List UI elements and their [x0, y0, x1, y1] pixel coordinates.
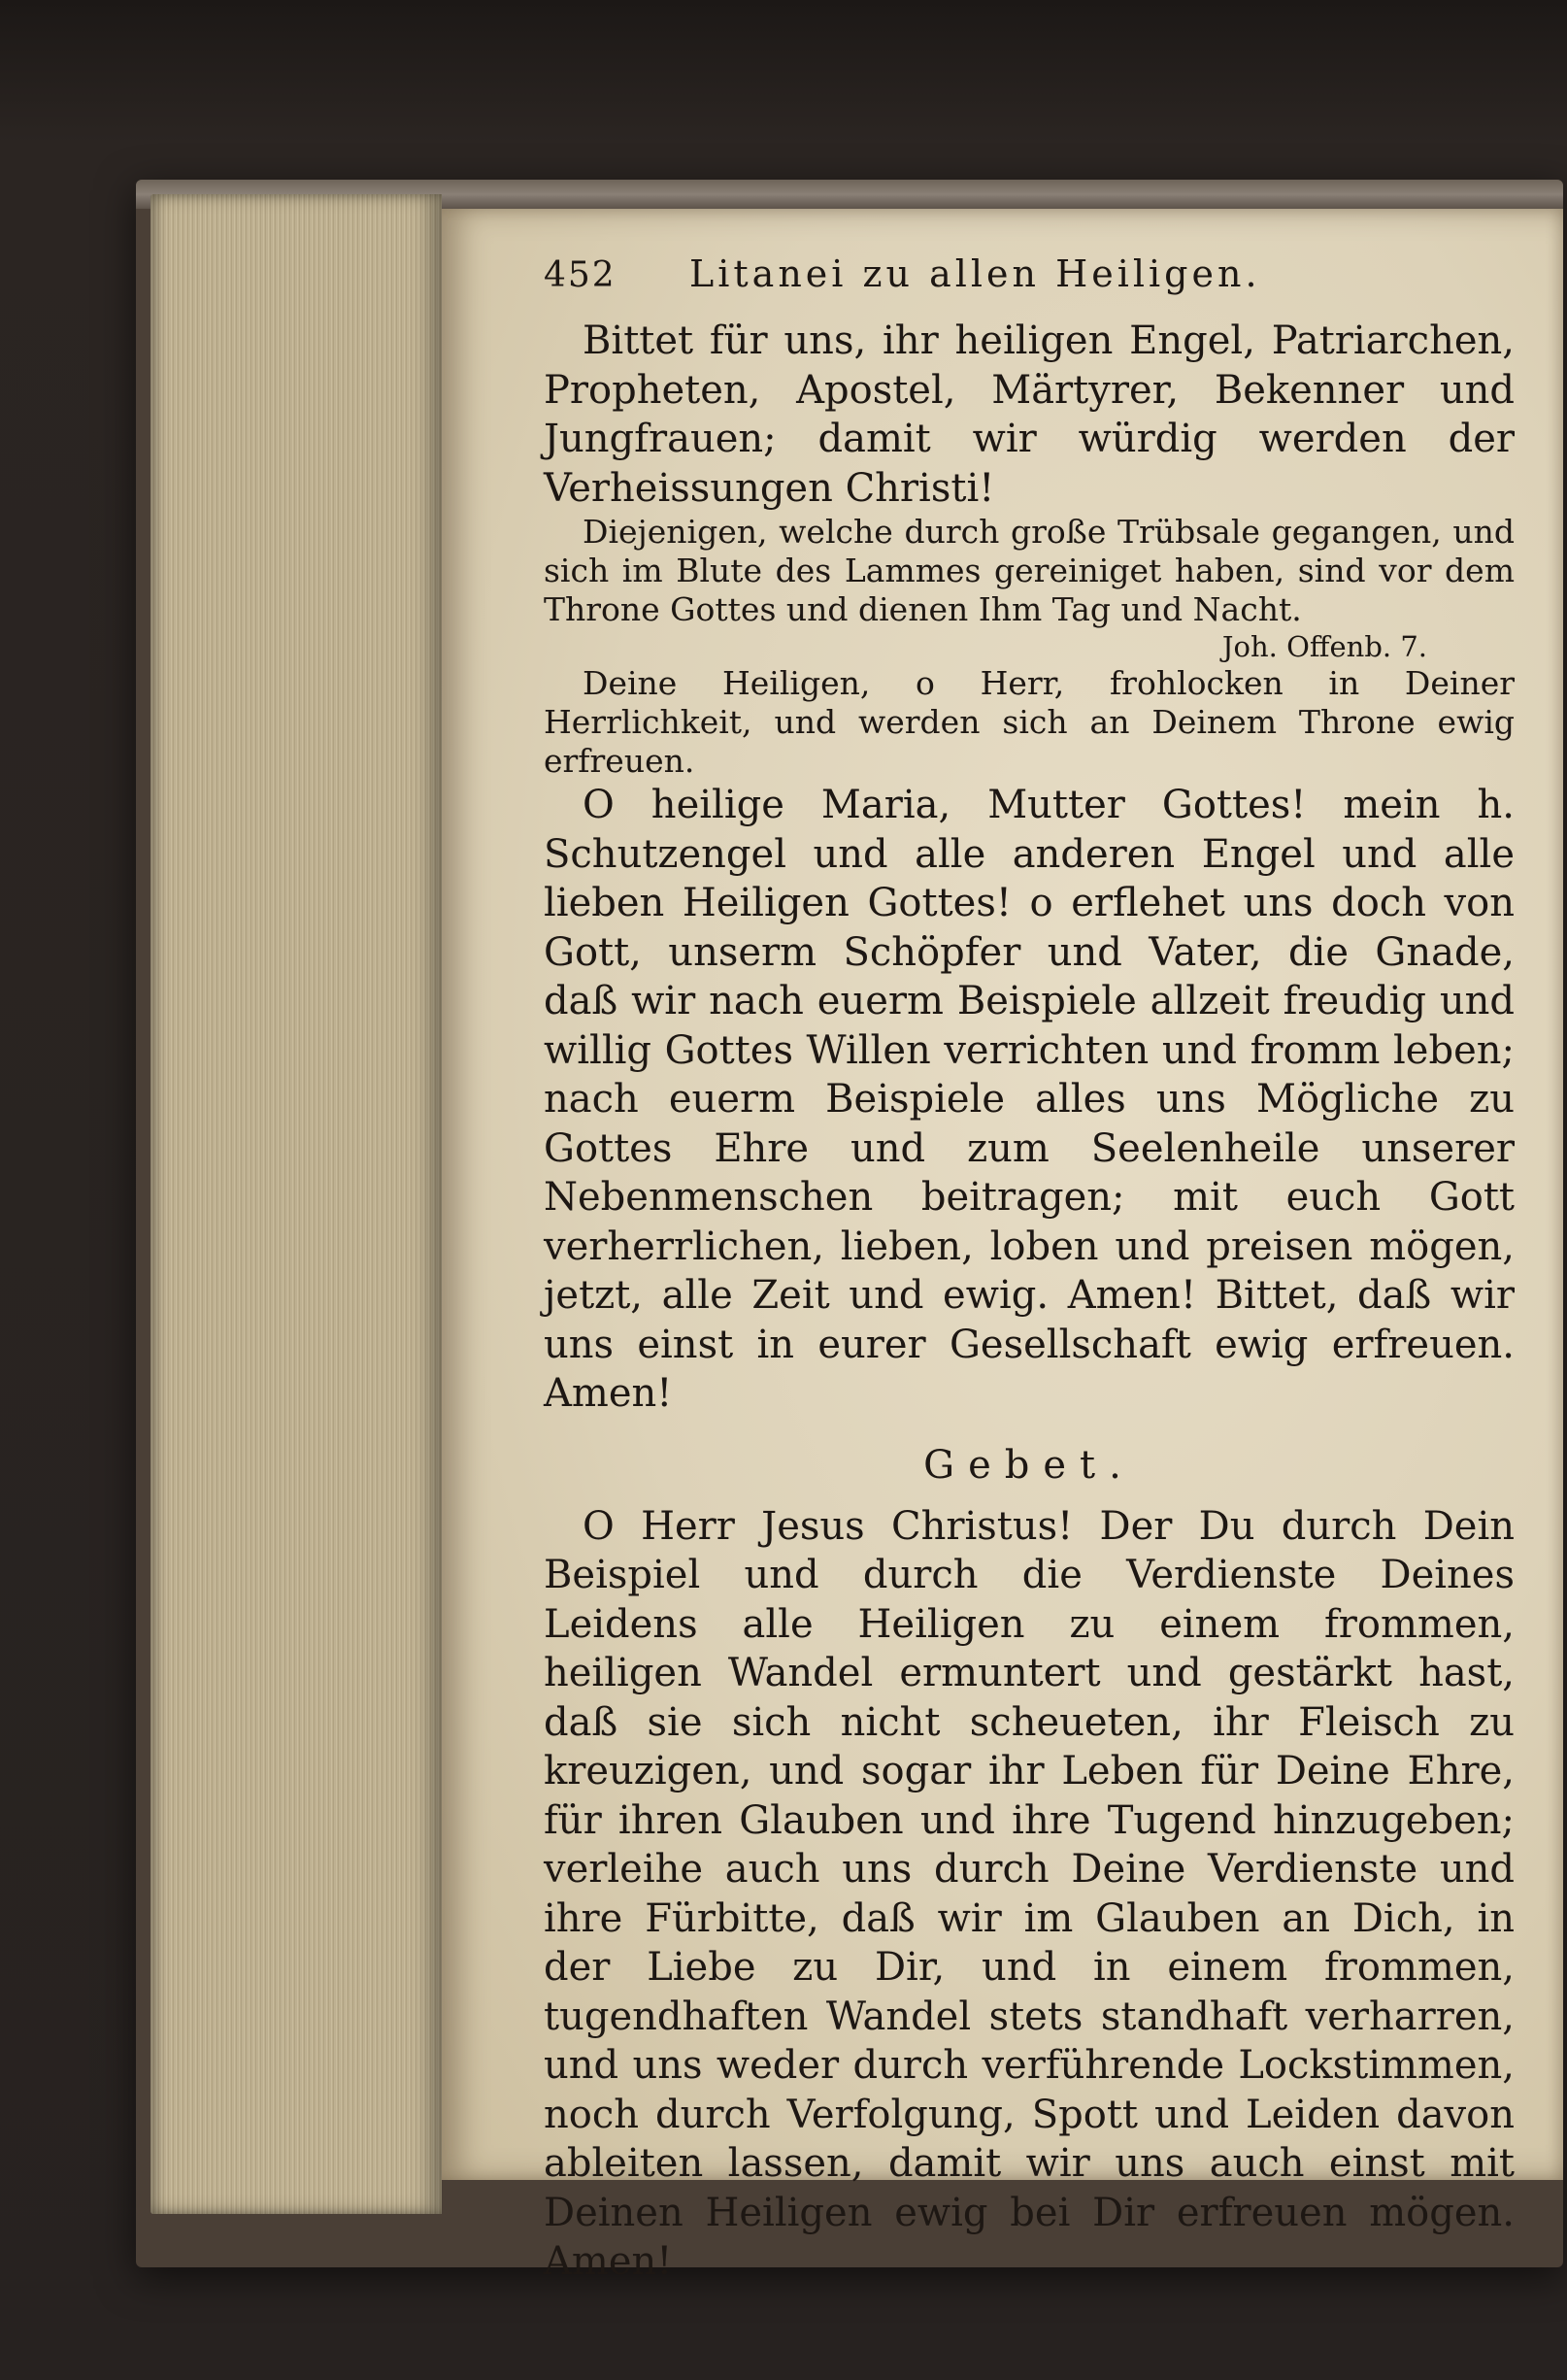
page-header — [544, 252, 1515, 295]
page-number: 452 — [544, 255, 617, 295]
paragraph-5: O Herr Jesus Christus! Der Du durch Dein Beispiel und durch die Verdienste Deines Leidens alle Heiligen zu einem frommen, heiligen Wandel ermuntert und gestärkt hast, daß sie sich nicht scheueten, ihr Fleisch zu kreuzigen, und sogar ihr Leben für Deine Ehre, für ihren Glauben und ihre Tugend hinzugeben; verleihe auch uns durch Deine Verdienste und ihre Fürbitte, daß wir im Glauben an Dich, in der Liebe zu Dir, und in einem frommen, tugendhaften Wandel stets standhaft verharren, und uns weder durch verführende Lockstimmen, noch durch Verfolgung, Spott und Leiden davon ableiten lassen, damit wir uns auch einst mit Deinen Heiligen ewig bei Dir erfreuen mögen. Amen! — [544, 1503, 1515, 2284]
citation: Joh. Offenb. 7. — [1221, 630, 1427, 663]
paragraph-4: O heilige Maria, Mutter Gottes! mein h. Schutzengel und alle anderen Engel und alle lieben Heiligen Gottes! o erflehet uns doch von Gott, unserm Schöpfer und Vater, die Gnade, daß wir nach euerm Beispiele allzeit freudig und willig Gottes Willen verrichten und fromm leben; nach euerm Beispiele alles uns Mögliche zu Gottes Ehre und zum Seelenheile unserer Nebenmenschen beitragen; mit euch Gott verherrlichen, lieben, loben und preisen mögen, jetzt, alle Zeit und ewig. Amen! Bittet, daß wir uns einst in eurer Gesellschaft ewig erfreuen. Amen! — [544, 783, 1515, 1416]
running-title: Litanei zu allen Heiligen. — [689, 252, 1261, 295]
paragraph-3: Deine Heiligen, o Herr, frohlocken in Deiner Herrlichkeit, und werden sich an Deinem Throne ewig erfreuen. — [544, 664, 1515, 780]
paragraph-1: Bittet für uns, ihr heiligen Engel, Patriarchen, Propheten, Apostel, Märtyrer, Bekenner und Jungfrauen; damit wir würdig werden der Verheissungen Christi! — [544, 318, 1515, 511]
page-edges — [150, 194, 442, 2214]
paragraph-2: Diejenigen, welche durch große Trübsale gegangen, und sich im Blute des Lammes gereiniget haben, sind vor dem Throne Gottes und dienen Ihm Tag und Nacht. — [544, 513, 1515, 628]
page-content — [544, 252, 1515, 2287]
section-heading: Gebet. — [923, 1442, 1135, 1488]
